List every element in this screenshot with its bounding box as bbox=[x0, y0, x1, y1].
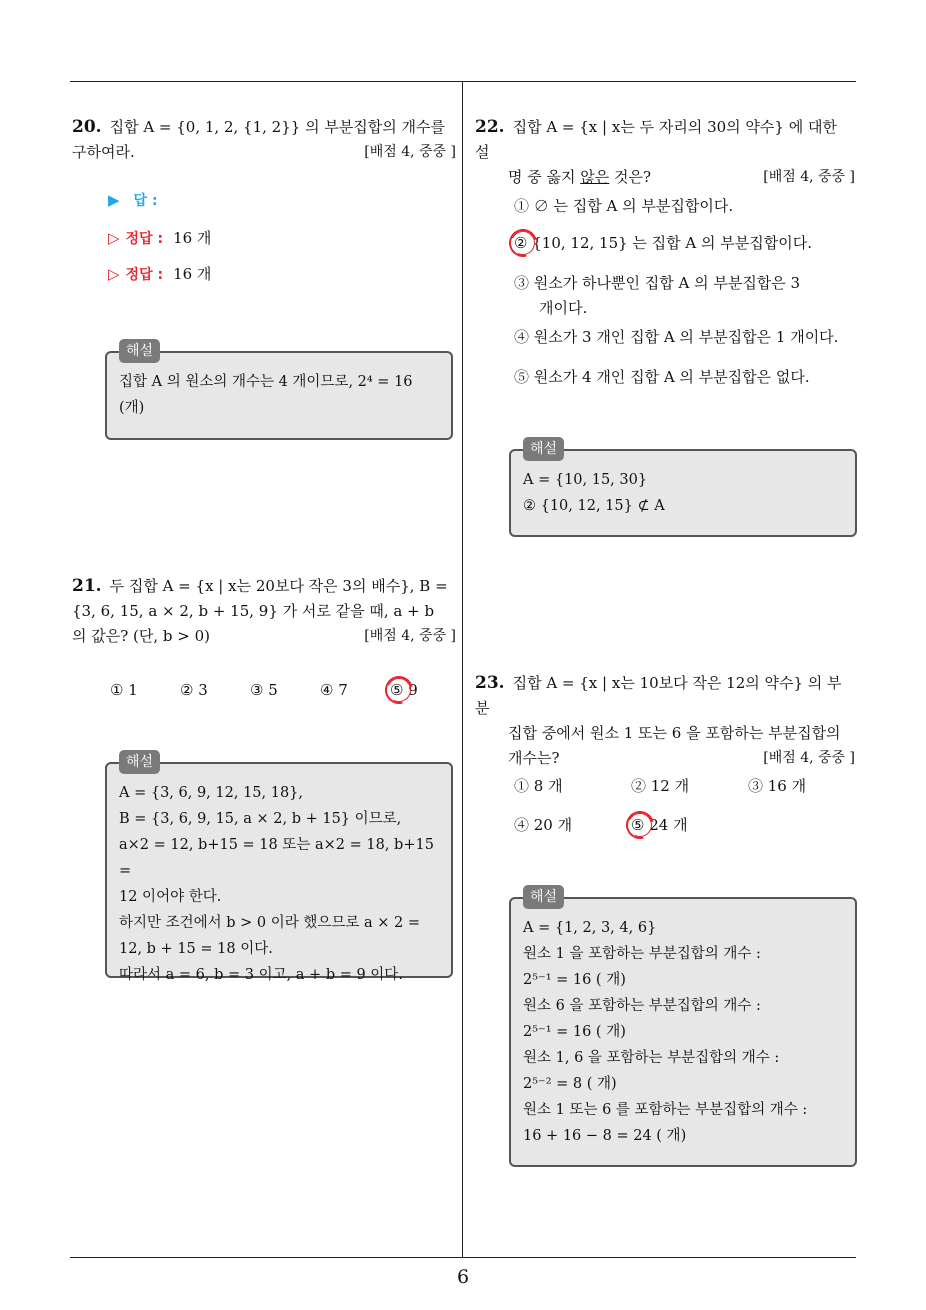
play-triangle-icon: ▶ bbox=[108, 191, 120, 209]
red-circle-mark: ⑤ bbox=[631, 816, 645, 834]
outline-triangle-icon: ▷ bbox=[108, 264, 120, 283]
page-number: 6 bbox=[456, 1266, 470, 1288]
correct-answer-row-1 bbox=[108, 227, 211, 248]
problem-21 bbox=[72, 574, 456, 649]
explanation-box-20 bbox=[105, 343, 453, 440]
problem-number: 21. bbox=[72, 576, 102, 596]
choice-1[interactable]: ① 1 bbox=[110, 681, 138, 699]
problem-22 bbox=[475, 115, 855, 190]
score-tag: [배점 4, 중중 ] bbox=[364, 144, 456, 160]
underlined-word: 않은 bbox=[580, 168, 610, 186]
score-tag: [배점 4, 중중 ] bbox=[763, 169, 855, 185]
explanation-line: 12 이어야 한다. bbox=[119, 889, 222, 905]
explanation-line: (개) bbox=[119, 400, 145, 416]
explanation-line: ② {10, 12, 15} ⊄ A bbox=[523, 498, 665, 514]
outline-triangle-icon: ▷ bbox=[108, 228, 120, 247]
problem-22-line1: 22. 집합 A = {x | x는 두 자리의 30의 약수} 에 대한 설 bbox=[475, 117, 837, 161]
explanation-box-22 bbox=[509, 441, 857, 537]
problem-20-line1: 20. 집합 A = {0, 1, 2, {1, 2}} 의 부분집합의 개수를 bbox=[72, 117, 446, 137]
red-circle-mark: ⑤ bbox=[390, 681, 404, 699]
choice-3[interactable]: ③ 5 bbox=[250, 681, 278, 699]
explanation-line: A = {3, 6, 9, 12, 15, 18}, bbox=[119, 785, 304, 801]
answer-row bbox=[108, 190, 168, 210]
top-rule bbox=[70, 81, 856, 82]
problem-21-line3: 의 값은? (단, b > 0) [배점 4, 중중 ] bbox=[72, 624, 456, 649]
correct-value: 16 개 bbox=[173, 229, 212, 247]
explanation-line: 12, b + 15 = 18 이다. bbox=[119, 941, 273, 957]
answer-label: 답 : bbox=[133, 193, 158, 209]
problem-21-line2: {3, 6, 15, a × 2, b + 15, 9} 가 서로 같을 때, a + b bbox=[72, 602, 435, 620]
problem-number: 22. bbox=[475, 117, 505, 137]
problem-23 bbox=[475, 671, 855, 771]
choice-4[interactable]: ④ 7 bbox=[320, 681, 348, 699]
problem-23-line3: 개수는? [배점 4, 중중 ] bbox=[475, 746, 855, 771]
choice-5[interactable]: ⑤ 24 개 bbox=[631, 816, 688, 834]
explanation-line: 집합 A 의 원소의 개수는 4 개이므로, 2⁴ = 16 bbox=[119, 374, 413, 390]
explanation-tag: 해설 bbox=[523, 885, 564, 909]
correct-answer-row-2 bbox=[108, 263, 211, 284]
choice-2[interactable]: ② 3 bbox=[180, 681, 208, 699]
problem-20 bbox=[72, 115, 456, 165]
explanation-line: A = {10, 15, 30} bbox=[523, 472, 648, 488]
problem-number: 23. bbox=[475, 673, 505, 693]
explanation-line: 원소 1 을 포함하는 부분집합의 개수 : bbox=[523, 946, 761, 962]
explanation-line: 2⁵⁻² = 8 ( 개) bbox=[523, 1076, 617, 1092]
problem-22-line2: 명 중 옳지 않은 것은? [배점 4, 중중 ] bbox=[475, 165, 855, 190]
choice-5[interactable]: ⑤ 원소가 4 개인 집합 A 의 부분집합은 없다. bbox=[514, 368, 810, 386]
explanation-line: A = {1, 2, 3, 4, 6} bbox=[523, 920, 657, 936]
explanation-line: 원소 1, 6 을 포함하는 부분집합의 개수 : bbox=[523, 1050, 780, 1066]
correct-value: 16 개 bbox=[173, 265, 212, 283]
choice-4[interactable]: ④ 원소가 3 개인 집합 A 의 부분집합은 1 개이다. bbox=[514, 328, 839, 346]
explanation-line: a×2 = 12, b+15 = 18 또는 a×2 = 18, b+15 = bbox=[119, 837, 434, 879]
explanation-line: 원소 6 을 포함하는 부분집합의 개수 : bbox=[523, 998, 761, 1014]
problem-23-line1: 23. 집합 A = {x | x는 10보다 작은 12의 약수} 의 부분 bbox=[475, 673, 842, 717]
choice-5[interactable]: ⑤ 9 bbox=[390, 681, 418, 699]
explanation-line: 하지만 조건에서 b > 0 이라 했으므로 a × 2 = bbox=[119, 915, 421, 931]
problem-21-line1: 21. 두 집합 A = {x | x는 20보다 작은 3의 배수}, B = bbox=[72, 576, 448, 596]
explanation-tag: 해설 bbox=[119, 750, 160, 774]
choice-2[interactable]: ② {10, 12, 15} 는 집합 A 의 부분집합이다. bbox=[514, 234, 812, 252]
choice-3-continued: 개이다. bbox=[539, 299, 588, 317]
explanation-box-21 bbox=[105, 754, 453, 983]
column-divider bbox=[462, 81, 463, 1257]
explanation-line: 2⁵⁻¹ = 16 ( 개) bbox=[523, 972, 626, 988]
explanation-box-23 bbox=[509, 889, 857, 1167]
explanation-line: 따라서 a = 6, b = 3 이고, a + b = 9 이다. bbox=[119, 967, 403, 983]
explanation-line: B = {3, 6, 9, 15, a × 2, b + 15} 이므로, bbox=[119, 811, 402, 827]
score-tag: [배점 4, 중중 ] bbox=[364, 628, 456, 644]
explanation-tag: 해설 bbox=[119, 339, 160, 363]
choice-3[interactable]: ③ 16 개 bbox=[748, 777, 807, 795]
explanation-tag: 해설 bbox=[523, 437, 564, 461]
problem-23-line2: 집합 중에서 원소 1 또는 6 을 포함하는 부분집합의 bbox=[508, 724, 841, 742]
problem-20-line2: 구하여라. [배점 4, 중중 ] bbox=[72, 140, 456, 165]
choice-2[interactable]: ② 12 개 bbox=[631, 777, 690, 795]
explanation-line: 원소 1 또는 6 를 포함하는 부분집합의 개수 : bbox=[523, 1102, 808, 1118]
explanation-line: 2⁵⁻¹ = 16 ( 개) bbox=[523, 1024, 626, 1040]
red-circle-mark: ② bbox=[514, 234, 528, 252]
choice-1[interactable]: ① 8 개 bbox=[514, 777, 563, 795]
correct-label: 정답 : bbox=[125, 266, 164, 283]
choice-3[interactable]: ③ 원소가 하나뿐인 집합 A 의 부분집합은 3 bbox=[514, 274, 801, 292]
explanation-line: 16 + 16 − 8 = 24 ( 개) bbox=[523, 1128, 687, 1144]
choice-4[interactable]: ④ 20 개 bbox=[514, 816, 573, 834]
correct-label: 정답 : bbox=[125, 230, 164, 247]
score-tag: [배점 4, 중중 ] bbox=[763, 750, 855, 766]
problem-number: 20. bbox=[72, 117, 102, 137]
bottom-rule bbox=[70, 1257, 856, 1258]
choice-1[interactable]: ① ∅ 는 집합 A 의 부분집합이다. bbox=[514, 197, 734, 215]
